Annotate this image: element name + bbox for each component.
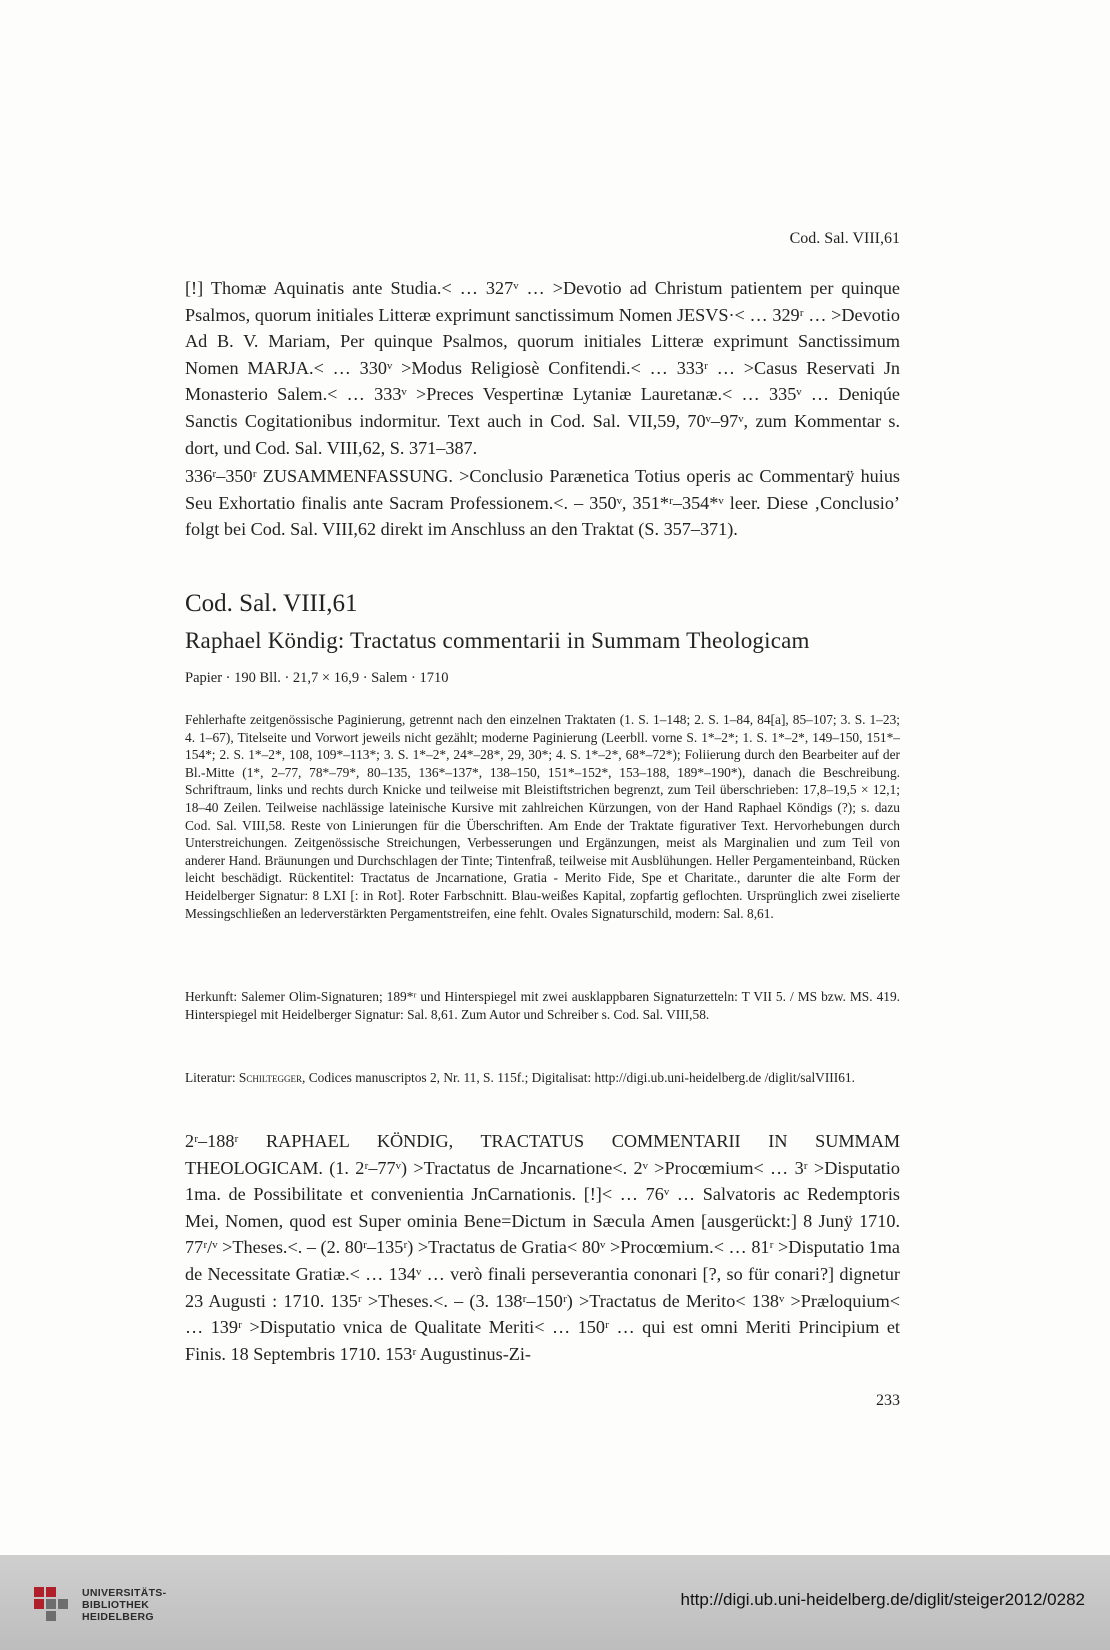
page-number: 233	[876, 1392, 900, 1409]
permalink-url[interactable]: http://digi.ub.uni-heidelberg.de/diglit/steiger2012/0282	[680, 1590, 1085, 1609]
viewer-footer-bar	[0, 1555, 1110, 1650]
logo-line-1: UNIVERSITÄTS-	[82, 1587, 167, 1599]
logo-line-2: BIBLIOTHEK	[82, 1599, 150, 1611]
library-logo-icon	[32, 1585, 72, 1625]
intro-paragraph: [!] Thomæ Aquinatis ante Studia.< … 327ᵛ … >Devotio ad Christum patientem per quinque Psalmos, quorum initiales Litteræ exprimunt sanctissimum Nomen JESVS·< … 329ʳ … >Devotio Ad B. V. Mariam, Per quinque Psalmos, quorum initiales Litteræ exprimunt Sanctissimum Nomen MARJA.< … 330ᵛ >Modus Religiosè Confitendi.< … 333ʳ … >Casus Reservati Jn Monasterio Salem.< … 333ᵛ >Preces Vespertinæ Lytaniæ Lauretanæ.< … 335ᵛ … Deniqúe Sanctis Cogitationibus indormitur. Text auch in Cod. Sal. VII,59, 70ᵛ–97ᵛ, zum Kommentar s. dort, und Cod. Sal. VIII,62, S. 371–387.	[185, 278, 900, 458]
content-paragraph: 2ʳ–188ʳ RAPHAEL KÖNDIG, TRACTATUS COMMENTARII IN SUMMAM THEOLOGICAM. (1. 2ʳ–77ᵛ) >Tractatus de Jncarnatione<. 2ᵛ >Procœmium< … 3ʳ >Disputatio 1ma. de Possibilitate et convenientia JnCarnationis. [!]< … 76ᵛ … Salvatoris ac Redemptoris Mei, Nomen, quod est Super ominia Bene=Dictum in Sæcula Amen [ausgerückt:] 8 Junÿ 1710. 77ʳ/ᵛ >Theses.<. – (2. 80ʳ–135ʳ) >Tractatus de Gratia< 80ᵛ >Procœmium.< … 81ʳ >Disputatio 1ma de Necessitate Gratiæ.< … 134ᵛ … verò finali perseverantia cononari [?, so für conari?] dignetur 23 Augusti : 1710. 135ʳ >Theses.<. – (3. 138ʳ–150ʳ) >Tractatus de Merito< 138ᵛ >Præloquium< … 139ʳ >Disputatio vnica de Qualitate Meriti< … 150ʳ … qui est omni Meriti Principium et Finis. 18 Septembris 1710. 153ʳ Augustinus-Zi-	[185, 1131, 900, 1364]
literature-paragraph	[185, 1069, 900, 1087]
provenance-paragraph: Herkunft: Salemer Olim-Signaturen; 189*ʳ und Hinterspiegel mit zwei ausklappbaren Signaturzetteln: T VII 5. / MS bzw. MS. 419. Hinterspiegel mit Heidelberger Signatur: Sal. 8,61. Zum Autor und Schreiber s. Cod. Sal. VIII,58.	[185, 989, 900, 1022]
logo-line-3: HEIDELBERG	[82, 1611, 154, 1623]
entry-physical-description: Papier · 190 Bll. · 21,7 × 16,9 · Salem · 1710	[185, 670, 449, 686]
literature-author: Schiltegger	[238, 1070, 303, 1085]
library-logo-text	[82, 1587, 166, 1623]
entry-title: Raphael Köndig: Tractatus commentarii in Summam Theologicam	[185, 628, 810, 653]
summary-paragraph: 336ʳ–350ʳ ZUSAMMENFASSUNG. >Conclusio Parænetica Totius operis ac Commentarÿ huius Seu Exhortatio finalis ante Sacram Professionem.<. – 350ᵛ, 351*ʳ–354*ᵛ leer. Diese ‚Conclusio’ folgt bei Cod. Sal. VIII,62 direkt im Anschluss an den Traktat (S. 357–371).	[185, 466, 900, 540]
codicological-description: Fehlerhafte zeitgenössische Paginierung, getrennt nach den einzelnen Traktaten (1. S. 1–148; 2. S. 1–84, 84[a], 85–107; 3. S. 1–23; 4. 1–67), Titelseite und Vorwort jeweils nicht gezählt; moderne Paginierung (Leerbll. vorne S. 1*–2*; 1. S. 1*–2*, 149–150, 151*–154*; 2. S. 1*–2*, 108, 109*–113*; 3. S. 1*–2*, 24*–28*, 29, 30*; 4. S. 1*–2*, 68*–72*); Foliierung durch den Bearbeiter auf der Bl.-Mitte (1*, 2–77, 78*–79*, 80–135, 136*–137*, 138–150, 151*–152*, 153–188, 189*–190*), danach die Beschreibung. Schriftraum, links und rechts durch Knicke und teilweise mit Bleistiftstrichen begrenzt, zum Teil überschrieben: 17,8–19,5 × 12,1; 18–40 Zeilen. Teilweise nachlässige lateinische Kursive mit zahlreichen Kürzungen, von der Hand Raphael Köndigs (?); s. dazu Cod. Sal. VIII,58. Reste von Linierungen für die Überschriften. Am Ende der Traktate figurativer Text. Hervorhebungen durch Unterstreichungen. Zeitgenössische Streichungen, Verbesserungen und Ergänzungen, meist als Marginalien und zum Teil von anderer Hand. Bräunungen und Durchschlagen der Tinte; Tintenfraß, teilweise mit Ausblühungen. Heller Pergamenteinband, Rücken leicht beschädigt. Rückentitel: Tractatus de Jncarnatione, Gratia - Merito Fide, Spe et Charitate., darunter die alte Form der Heidelberger Signatur: 8 LXI [: in Rot]. Roter Farbschnitt. Blau-weißes Kapital, zopfartig geflochten. Ursprünglich zwei ziselierte Messingschließen an lederverstärkten Pergamentstreifen, eine fehlt. Ovales Signaturschild, modern: Sal. 8,61.	[185, 712, 900, 921]
literature-label: Literatur:	[185, 1070, 236, 1085]
running-head: Cod. Sal. VIII,61	[789, 230, 900, 247]
literature-rest: , Codices manuscriptos 2, Nr. 11, S. 115f.; Digitalisat: http://digi.ub.uni-heidelberg.de /diglit/salVIII61.	[302, 1070, 855, 1085]
entry-shelfmark: Cod. Sal. VIII,61	[185, 590, 358, 617]
